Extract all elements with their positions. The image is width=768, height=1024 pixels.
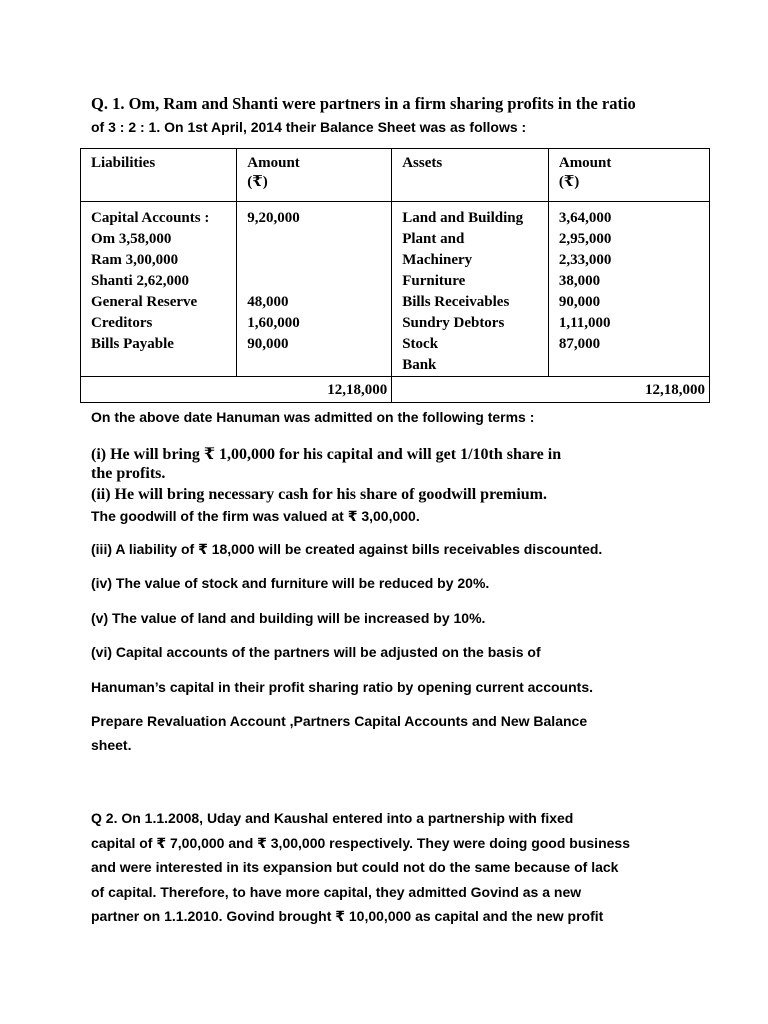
liability-item: Creditors xyxy=(91,315,153,331)
header-amount-unit: (₹) xyxy=(558,174,580,190)
instruction-line2: sheet. xyxy=(91,737,132,753)
question-2-line: and were interested in its expansion but could not do the same because of lack xyxy=(91,859,619,875)
balance-sheet-table xyxy=(80,148,710,403)
liability-amount xyxy=(247,229,391,250)
asset-item: Plant and xyxy=(402,231,465,247)
goodwill-statement: The goodwill of the firm was valued at ₹ 3,00,000. xyxy=(91,508,420,524)
asset-item: Furniture xyxy=(402,273,466,289)
term-vi-continued: Hanuman’s capital in their profit sharing ratio by opening current accounts. xyxy=(91,679,593,695)
asset-item: Land and Building xyxy=(402,210,524,226)
header-amount-liabilities xyxy=(237,149,392,202)
header-liabilities: Liabilities xyxy=(81,149,237,202)
term-iii: (iii) A liability of ₹ 18,000 will be created against bills receivables discounted. xyxy=(91,541,603,557)
asset-amount: 87,000 xyxy=(558,336,601,352)
term-ii: (ii) He will bring necessary cash for his share of goodwill premium. xyxy=(91,486,547,503)
header-amount-label: Amount xyxy=(558,155,612,171)
asset-amounts-list xyxy=(548,202,709,377)
liability-amount: 9,20,000 xyxy=(247,210,300,226)
question-2-line: partner on 1.1.2010. Govind brought ₹ 10,00,000 as capital and the new profit xyxy=(91,908,604,924)
liabilities-list xyxy=(81,202,237,377)
asset-amount: 3,64,000 xyxy=(558,210,612,226)
liability-amount xyxy=(247,250,391,271)
asset-amount: 2,95,000 xyxy=(558,231,612,247)
liability-amount: 48,000 xyxy=(247,294,289,310)
question-2-line: capital of ₹ 7,00,000 and ₹ 3,00,000 respectively. They were doing good business xyxy=(91,834,630,851)
header-assets: Assets xyxy=(392,149,549,202)
asset-amount: 90,000 xyxy=(558,294,601,310)
term-vi: (vi) Capital accounts of the partners will be adjusted on the basis of xyxy=(91,644,541,660)
liability-amounts-list xyxy=(237,202,392,377)
liability-amount: 90,000 xyxy=(247,336,289,352)
liability-item: Capital Accounts : xyxy=(91,210,210,226)
question-2 xyxy=(91,806,630,929)
question-1-intro: of 3 : 2 : 1. On 1st April, 2014 their Balance Sheet was as follows : xyxy=(91,119,527,135)
asset-item: Stock xyxy=(402,336,439,352)
assets-list xyxy=(392,202,549,377)
asset-item: Bank xyxy=(402,357,437,373)
question-2-line: of capital. Therefore, to have more capital, they admitted Govind as a new xyxy=(91,883,582,900)
header-amount-unit: (₹) xyxy=(247,174,268,190)
term-i-line1: (i) He will bring ₹ 1,00,000 for his capital and will get 1/10th share in xyxy=(91,446,562,463)
balance-sheet-total-row xyxy=(81,377,710,403)
liability-item: Bills Payable xyxy=(91,336,174,352)
asset-item: Machinery xyxy=(402,252,473,268)
liability-item: Shanti 2,62,000 xyxy=(91,273,189,289)
header-amount-assets xyxy=(548,149,709,202)
question-2-line: Q 2. On 1.1.2008, Uday and Kaushal entered into a partnership with fixed xyxy=(91,810,574,826)
liability-item: General Reserve xyxy=(91,294,198,310)
balance-sheet-body-row xyxy=(81,202,710,377)
total-liabilities: 12,18,000 xyxy=(81,377,392,403)
admission-intro: On the above date Hanuman was admitted on the following terms : xyxy=(91,409,535,425)
total-assets: 12,18,000 xyxy=(392,377,710,403)
asset-amount: 1,11,000 xyxy=(558,315,611,331)
term-v: (v) The value of land and building will be increased by 10%. xyxy=(91,610,486,626)
liability-amount xyxy=(247,271,391,292)
asset-amount: 2,33,000 xyxy=(558,252,612,268)
asset-item: Sundry Debtors xyxy=(402,315,505,331)
instruction-line1: Prepare Revaluation Account ,Partners Capital Accounts and New Balance xyxy=(91,713,588,729)
header-amount-label: Amount xyxy=(247,155,300,171)
liability-amount: 1,60,000 xyxy=(247,315,300,331)
term-iv: (iv) The value of stock and furniture will be reduced by 20%. xyxy=(91,575,490,591)
liability-item: Om 3,58,000 xyxy=(91,231,172,247)
term-i-line2: the profits. xyxy=(91,465,166,482)
question-1-heading: Q. 1. Om, Ram and Shanti were partners in a firm sharing profits in the ratio xyxy=(91,94,636,113)
asset-item: Bills Receivables xyxy=(402,294,510,310)
balance-sheet-header-row xyxy=(81,149,710,202)
asset-amount: 38,000 xyxy=(558,273,601,289)
liability-item: Ram 3,00,000 xyxy=(91,252,179,268)
